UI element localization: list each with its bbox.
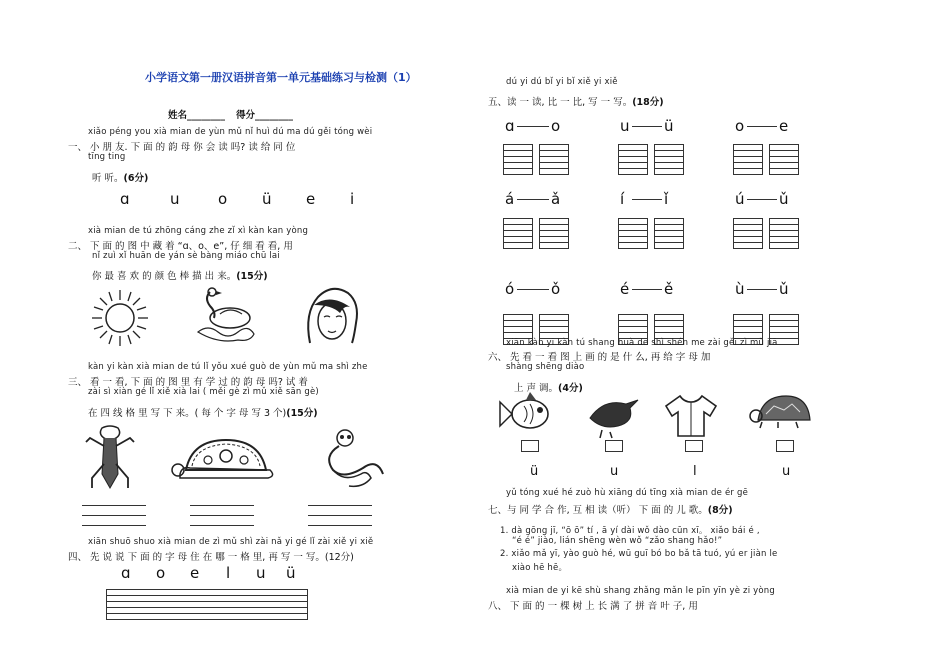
q5-grid[interactable] xyxy=(769,218,799,249)
q4-letter: ü xyxy=(286,564,296,582)
q3-writing-line[interactable] xyxy=(82,515,146,516)
q5-pair-left: ù xyxy=(735,280,745,298)
q5-pair-right: ǔ xyxy=(779,190,789,208)
q1-letter: u xyxy=(170,190,180,208)
q5-grid[interactable] xyxy=(769,144,799,175)
q5-pair-left: á xyxy=(505,190,515,208)
q5-pair-connector xyxy=(517,199,549,200)
q1-letter: o xyxy=(218,190,228,208)
q1-letter: i xyxy=(350,190,355,208)
q5-pair-right: ǐ xyxy=(664,190,669,208)
q3-writing-line[interactable] xyxy=(308,515,372,516)
q5-grid[interactable] xyxy=(503,218,533,249)
q2-text-2 xyxy=(92,268,268,282)
q2-text-1: 二、 下 面 的 图 中 藏 着 “ɑ、o、e”, 仔 细 看 看, 用 xyxy=(68,241,293,252)
q5-pair-connector xyxy=(632,289,662,290)
q5-grid[interactable] xyxy=(539,218,569,249)
q7-text-1 xyxy=(488,502,733,516)
q3-writing-line[interactable] xyxy=(308,525,372,526)
q1-text-2-body: 听 听。 xyxy=(92,173,124,184)
q4-letter: u xyxy=(256,564,266,582)
q5-pair-right: ǎ xyxy=(551,190,561,208)
q3-writing-line[interactable] xyxy=(308,505,372,506)
q6-letter: u xyxy=(610,464,619,479)
goose-picture xyxy=(190,284,260,346)
q1-pinyin-1: xiǎo péng you xià mian de yùn mǔ nǐ huì dú ma dú gěi tóng wèi xyxy=(88,127,373,137)
q5-grid[interactable] xyxy=(733,144,763,175)
q5-grid[interactable] xyxy=(733,218,763,249)
q5-pair-connector xyxy=(632,199,662,200)
q5-pair-left: ɑ xyxy=(505,117,515,135)
q7-rhyme-2: 2. xiǎo mǎ yī, yào guò hé, wū guī bó bo bǎ tā tuó, yú er jiàn le xyxy=(500,549,778,559)
q3-writing-line[interactable] xyxy=(190,505,254,506)
q5-text-1-body: 五、读 一 读, 比 一 比, 写 一 写。 xyxy=(488,97,633,108)
q5-pair-right: o xyxy=(551,117,561,135)
q8-text-1: 八、 下 面 的 一 棵 树 上 长 满 了 拼 音 叶 子, 用 xyxy=(488,601,698,612)
q8-pinyin-1: xià mian de yi kē shù shang zhǎng mǎn le pīn yīn yè zi yòng xyxy=(506,586,775,596)
q1-text-1: 一、 小 朋 友. 下 面 的 韵 母 你 会 读 吗? 读 给 同 位 xyxy=(68,142,296,153)
q2-pinyin-1: xià mian de tú zhōng cáng zhe zǐ xì kàn kan yòng xyxy=(88,226,309,236)
q6-pinyin-1: xiān kàn yi kàn tú shang huà de shì shén me zài gěi zì mǔ jiā xyxy=(506,338,778,348)
q1-pinyin-2: tīng ting xyxy=(88,152,126,162)
q5-grid[interactable] xyxy=(618,218,648,249)
page-title: 小学语文第一册汉语拼音第一单元基础练习与检测（1） xyxy=(145,71,417,84)
q5-pair-right: ü xyxy=(664,117,674,135)
q7-score: (8分) xyxy=(707,505,733,516)
q4-text-1-body: 四、 先 说 说 下 面 的 字 母 住 在 哪 一 格 里, 再 写 一 写。 xyxy=(68,552,325,563)
q4-letter: o xyxy=(156,564,166,582)
q1-letter: ü xyxy=(262,190,272,208)
q5-pair-right: ǒ xyxy=(551,280,561,298)
q5-pinyin-1: dú yi dú bǐ yi bǐ xiě yi xiě xyxy=(506,77,618,87)
q4-four-line-grid[interactable] xyxy=(106,589,308,620)
turtle-small-picture xyxy=(748,392,814,436)
q6-letter: l xyxy=(693,464,697,479)
q5-pair-left: o xyxy=(735,117,745,135)
q3-writing-line[interactable] xyxy=(190,525,254,526)
q5-grid[interactable] xyxy=(654,144,684,175)
bird-picture xyxy=(315,428,385,498)
name-label: 姓名________ xyxy=(168,110,226,121)
q5-pair-left: ó xyxy=(505,280,515,298)
q4-letter: ɑ xyxy=(121,564,131,582)
girl-picture xyxy=(300,285,364,347)
q5-score: (18分) xyxy=(632,97,664,108)
q6-text-2-body: 上 声 调。 xyxy=(514,383,559,394)
q5-grid[interactable] xyxy=(539,144,569,175)
q5-pair-connector xyxy=(517,289,549,290)
q6-pinyin-2: shàng shēng diào xyxy=(506,362,585,372)
q7-rhyme-1-cont: “é é” jiào, lián shēng wèn wǒ “zǎo shang hǎo!” xyxy=(512,536,723,546)
q4-letter: l xyxy=(226,564,231,582)
q4-score: (12分) xyxy=(324,552,354,563)
q2-pinyin-2: nǐ zuì xǐ huān de yán sè bàng miáo chū lai xyxy=(92,251,280,261)
q4-text-1 xyxy=(68,549,354,563)
q5-pair-right: ǔ xyxy=(779,280,789,298)
q6-score: (4分) xyxy=(558,383,583,394)
sun-picture xyxy=(90,288,150,348)
q3-pinyin-2: zài sì xiàn gé lǐ xiě xià lai ( měi gè zì mǔ xiě sān gè) xyxy=(88,387,319,397)
crow-picture xyxy=(582,390,642,440)
frog-picture xyxy=(80,424,140,504)
q5-pair-left: é xyxy=(620,280,630,298)
q5-pair-connector xyxy=(517,126,549,127)
q3-writing-line[interactable] xyxy=(82,525,146,526)
turtle-picture xyxy=(172,430,272,500)
q5-pair-right: e xyxy=(779,117,789,135)
q5-pair-connector xyxy=(747,289,777,290)
q6-answer-box[interactable] xyxy=(605,440,623,452)
q6-answer-box[interactable] xyxy=(685,440,703,452)
q1-letter: e xyxy=(306,190,316,208)
q1-text-2 xyxy=(92,170,148,184)
q5-pair-connector xyxy=(747,126,777,127)
fish-picture xyxy=(498,390,558,440)
q3-score: (15分) xyxy=(286,408,318,419)
score-label: 得分________ xyxy=(236,110,294,121)
q3-text-1: 三、 看 一 看, 下 面 的 图 里 有 学 过 的 韵 母 吗? 试 着 xyxy=(68,377,308,388)
q5-pair-right: ě xyxy=(664,280,674,298)
q7-text-1-body: 七、与 同 学 合 作, 互 相 读（听） 下 面 的 儿 歌。 xyxy=(488,505,708,516)
q5-grid[interactable] xyxy=(654,218,684,249)
q7-rhyme-2-cont: xiào hē hē。 xyxy=(512,563,568,573)
q5-grid[interactable] xyxy=(503,144,533,175)
q2-text-2-body: 你 最 喜 欢 的 颜 色 棒 描 出 来。 xyxy=(92,271,237,282)
q5-pair-connector xyxy=(747,199,777,200)
q5-pair-left: u xyxy=(620,117,630,135)
q6-letter: ü xyxy=(530,464,539,479)
q3-text-2-body: 在 四 线 格 里 写 下 来。( 每 个 字 母 写 3 个) xyxy=(88,408,287,419)
shirt-picture xyxy=(664,392,718,438)
q6-answer-box[interactable] xyxy=(776,440,794,452)
q5-pair-left: ú xyxy=(735,190,745,208)
q7-pinyin-1: yǔ tóng xué hé zuò hù xiāng dú tīng xià mian de ér gē xyxy=(506,488,749,498)
q6-answer-box[interactable] xyxy=(521,440,539,452)
q5-pair-connector xyxy=(632,126,662,127)
q7-rhyme-1: 1. dà gōng jī, “ō ō” tí , ā yí dài wǒ dào cūn xī。 xiǎo bái é , xyxy=(500,526,760,536)
q3-text-2 xyxy=(88,405,318,419)
q6-letter: u xyxy=(782,464,791,479)
q2-score: (15分) xyxy=(236,271,268,282)
q5-text-1 xyxy=(488,94,664,108)
q1-letter: ɑ xyxy=(120,190,130,208)
q3-writing-line[interactable] xyxy=(190,515,254,516)
q6-text-1: 六、 先 看 一 看 图 上 画 的 是 什 么, 再 给 字 母 加 xyxy=(488,352,711,363)
q3-pinyin-1: kàn yi kàn xià mian de tú lǐ yǒu xué guò de yùn mǔ ma shì zhe xyxy=(88,362,368,372)
q1-score: (6分) xyxy=(123,173,149,184)
q5-grid[interactable] xyxy=(618,144,648,175)
q5-pair-left: í xyxy=(620,190,625,208)
q4-letter: e xyxy=(190,564,200,582)
q3-writing-line[interactable] xyxy=(82,505,146,506)
q4-pinyin-1: xiān shuō shuo xià mian de zì mǔ shì zài nǎ yi gé lǐ zài xiě yi xiě xyxy=(88,537,374,547)
